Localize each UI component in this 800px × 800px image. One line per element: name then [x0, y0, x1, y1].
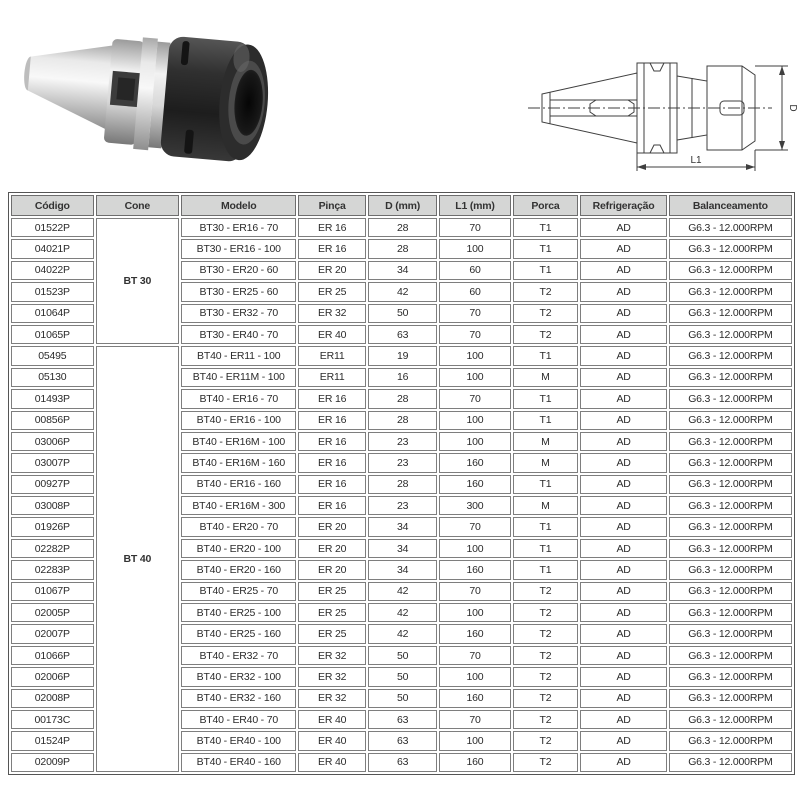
cell-modelo: BT40 - ER16 - 70 — [181, 389, 297, 408]
cell-l1: 70 — [439, 582, 510, 601]
cell-porca: T2 — [513, 304, 579, 323]
cell-porca: T2 — [513, 582, 579, 601]
cell-d: 28 — [368, 411, 438, 430]
column-header-modelo: Modelo — [181, 195, 297, 216]
cell-balanceamento: G6.3 - 12.000RPM — [669, 689, 792, 708]
cone-group-label: BT 40 — [96, 346, 179, 772]
cell-pinca: ER 16 — [298, 475, 365, 494]
cell-l1: 160 — [439, 624, 510, 643]
cell-codigo: 01493P — [11, 389, 94, 408]
cell-porca: T1 — [513, 560, 579, 579]
cell-refrigeracao: AD — [580, 496, 666, 515]
cell-d: 42 — [368, 624, 438, 643]
cell-refrigeracao: AD — [580, 624, 666, 643]
cell-balanceamento: G6.3 - 12.000RPM — [669, 646, 792, 665]
cell-d: 34 — [368, 560, 438, 579]
cell-porca: T1 — [513, 389, 579, 408]
cell-modelo: BT40 - ER40 - 100 — [181, 731, 297, 750]
cell-porca: T1 — [513, 346, 579, 365]
cell-codigo: 00856P — [11, 411, 94, 430]
cell-d: 28 — [368, 239, 438, 258]
cell-porca: T2 — [513, 603, 579, 622]
table-row — [11, 218, 792, 237]
cell-balanceamento: G6.3 - 12.000RPM — [669, 368, 792, 387]
cell-l1: 70 — [439, 325, 510, 344]
cell-d: 28 — [368, 218, 438, 237]
cell-codigo: 04022P — [11, 261, 94, 280]
cell-porca: T2 — [513, 731, 579, 750]
cell-balanceamento: G6.3 - 12.000RPM — [669, 582, 792, 601]
cell-porca: M — [513, 453, 579, 472]
cell-l1: 100 — [439, 539, 510, 558]
cell-porca: T2 — [513, 710, 579, 729]
cell-modelo: BT40 - ER20 - 70 — [181, 517, 297, 536]
cell-d: 50 — [368, 646, 438, 665]
cell-l1: 70 — [439, 304, 510, 323]
cell-refrigeracao: AD — [580, 304, 666, 323]
table-row — [11, 346, 792, 365]
cell-balanceamento: G6.3 - 12.000RPM — [669, 346, 792, 365]
cell-pinca: ER 25 — [298, 603, 365, 622]
cell-l1: 160 — [439, 753, 510, 772]
cell-d: 42 — [368, 282, 438, 301]
cell-refrigeracao: AD — [580, 325, 666, 344]
column-header-balanceamento: Balanceamento — [669, 195, 792, 216]
cell-pinca: ER 20 — [298, 517, 365, 536]
cell-modelo: BT40 - ER11 - 100 — [181, 346, 297, 365]
cell-modelo: BT30 - ER16 - 70 — [181, 218, 297, 237]
cell-l1: 300 — [439, 496, 510, 515]
cell-refrigeracao: AD — [580, 646, 666, 665]
cell-l1: 70 — [439, 710, 510, 729]
cell-refrigeracao: AD — [580, 539, 666, 558]
cell-codigo: 02009P — [11, 753, 94, 772]
cell-refrigeracao: AD — [580, 710, 666, 729]
cell-d: 28 — [368, 475, 438, 494]
cell-refrigeracao: AD — [580, 432, 666, 451]
cell-porca: T2 — [513, 753, 579, 772]
cell-modelo: BT40 - ER16 - 160 — [181, 475, 297, 494]
cell-refrigeracao: AD — [580, 389, 666, 408]
cell-pinca: ER 25 — [298, 624, 365, 643]
cell-pinca: ER 16 — [298, 453, 365, 472]
dimension-l1-label: L1 — [690, 155, 702, 166]
cell-porca: T1 — [513, 475, 579, 494]
table-header-row — [11, 195, 792, 216]
cell-refrigeracao: AD — [580, 282, 666, 301]
product-photo — [8, 4, 290, 186]
cell-codigo: 05495 — [11, 346, 94, 365]
cell-modelo: BT30 - ER40 - 70 — [181, 325, 297, 344]
cell-l1: 100 — [439, 667, 510, 686]
cell-codigo: 00173C — [11, 710, 94, 729]
cell-codigo: 03007P — [11, 453, 94, 472]
cell-modelo: BT40 - ER40 - 160 — [181, 753, 297, 772]
cell-d: 50 — [368, 304, 438, 323]
cell-codigo: 04021P — [11, 239, 94, 258]
cell-codigo: 02005P — [11, 603, 94, 622]
cell-porca: T2 — [513, 646, 579, 665]
cell-pinca: ER 16 — [298, 239, 365, 258]
cell-porca: T2 — [513, 667, 579, 686]
cell-balanceamento: G6.3 - 12.000RPM — [669, 624, 792, 643]
cell-modelo: BT40 - ER25 - 160 — [181, 624, 297, 643]
cell-modelo: BT40 - ER25 - 100 — [181, 603, 297, 622]
cell-pinca: ER 16 — [298, 496, 365, 515]
cell-codigo: 05130 — [11, 368, 94, 387]
cell-modelo: BT40 - ER20 - 100 — [181, 539, 297, 558]
cell-refrigeracao: AD — [580, 603, 666, 622]
cell-d: 23 — [368, 432, 438, 451]
cell-balanceamento: G6.3 - 12.000RPM — [669, 261, 792, 280]
cell-pinca: ER 32 — [298, 689, 365, 708]
cell-l1: 70 — [439, 389, 510, 408]
cell-balanceamento: G6.3 - 12.000RPM — [669, 239, 792, 258]
cell-porca: T2 — [513, 689, 579, 708]
cell-refrigeracao: AD — [580, 368, 666, 387]
cell-d: 63 — [368, 731, 438, 750]
cell-codigo: 01523P — [11, 282, 94, 301]
cell-d: 63 — [368, 325, 438, 344]
cell-refrigeracao: AD — [580, 411, 666, 430]
cell-codigo: 01522P — [11, 218, 94, 237]
cell-modelo: BT30 - ER32 - 70 — [181, 304, 297, 323]
cell-balanceamento: G6.3 - 12.000RPM — [669, 325, 792, 344]
cell-codigo: 03008P — [11, 496, 94, 515]
cell-balanceamento: G6.3 - 12.000RPM — [669, 753, 792, 772]
cell-refrigeracao: AD — [580, 218, 666, 237]
cell-d: 63 — [368, 710, 438, 729]
cell-modelo: BT40 - ER11M - 100 — [181, 368, 297, 387]
cell-codigo: 01067P — [11, 582, 94, 601]
cell-pinca: ER 20 — [298, 539, 365, 558]
cell-pinca: ER11 — [298, 346, 365, 365]
cell-l1: 160 — [439, 560, 510, 579]
cell-balanceamento: G6.3 - 12.000RPM — [669, 432, 792, 451]
cell-modelo: BT40 - ER32 - 70 — [181, 646, 297, 665]
cell-pinca: ER 32 — [298, 667, 365, 686]
column-header-cone: Cone — [96, 195, 179, 216]
cell-pinca: ER 40 — [298, 731, 365, 750]
cell-modelo: BT40 - ER32 - 100 — [181, 667, 297, 686]
cell-codigo: 01064P — [11, 304, 94, 323]
specs-table — [8, 192, 795, 775]
cell-l1: 70 — [439, 517, 510, 536]
cell-balanceamento: G6.3 - 12.000RPM — [669, 539, 792, 558]
cell-pinca: ER 32 — [298, 304, 365, 323]
cell-modelo: BT40 - ER32 - 160 — [181, 689, 297, 708]
cell-balanceamento: G6.3 - 12.000RPM — [669, 389, 792, 408]
cell-pinca: ER 32 — [298, 646, 365, 665]
cell-pinca: ER 20 — [298, 261, 365, 280]
cell-refrigeracao: AD — [580, 560, 666, 579]
cell-l1: 100 — [439, 346, 510, 365]
cell-codigo: 02006P — [11, 667, 94, 686]
dimension-drawing-graphic — [492, 28, 800, 192]
cell-porca: M — [513, 368, 579, 387]
cell-porca: T1 — [513, 539, 579, 558]
cell-balanceamento: G6.3 - 12.000RPM — [669, 667, 792, 686]
column-header-d-mm: D (mm) — [368, 195, 438, 216]
cell-refrigeracao: AD — [580, 689, 666, 708]
cell-refrigeracao: AD — [580, 475, 666, 494]
cell-d: 19 — [368, 346, 438, 365]
column-header-refrigeracao: Refrigeração — [580, 195, 666, 216]
cell-balanceamento: G6.3 - 12.000RPM — [669, 496, 792, 515]
cell-porca: T1 — [513, 239, 579, 258]
cell-codigo: 02282P — [11, 539, 94, 558]
cell-balanceamento: G6.3 - 12.000RPM — [669, 411, 792, 430]
cell-modelo: BT40 - ER16M - 100 — [181, 432, 297, 451]
cell-d: 42 — [368, 603, 438, 622]
cell-d: 34 — [368, 517, 438, 536]
cell-balanceamento: G6.3 - 12.000RPM — [669, 560, 792, 579]
cell-modelo: BT40 - ER25 - 70 — [181, 582, 297, 601]
cell-d: 42 — [368, 582, 438, 601]
cell-l1: 100 — [439, 603, 510, 622]
cell-refrigeracao: AD — [580, 517, 666, 536]
cell-modelo: BT40 - ER16M - 160 — [181, 453, 297, 472]
cell-refrigeracao: AD — [580, 346, 666, 365]
cell-codigo: 02283P — [11, 560, 94, 579]
cell-balanceamento: G6.3 - 12.000RPM — [669, 304, 792, 323]
cell-pinca: ER 16 — [298, 389, 365, 408]
cell-codigo: 01524P — [11, 731, 94, 750]
cell-d: 50 — [368, 689, 438, 708]
cell-d: 28 — [368, 389, 438, 408]
cell-modelo: BT30 - ER16 - 100 — [181, 239, 297, 258]
cell-pinca: ER 25 — [298, 582, 365, 601]
cell-l1: 100 — [439, 731, 510, 750]
cell-modelo: BT40 - ER20 - 160 — [181, 560, 297, 579]
cell-codigo: 01066P — [11, 646, 94, 665]
cell-refrigeracao: AD — [580, 582, 666, 601]
cell-balanceamento: G6.3 - 12.000RPM — [669, 282, 792, 301]
cell-pinca: ER 40 — [298, 710, 365, 729]
cell-d: 23 — [368, 453, 438, 472]
cell-balanceamento: G6.3 - 12.000RPM — [669, 475, 792, 494]
column-header-l1-mm: L1 (mm) — [439, 195, 510, 216]
cell-refrigeracao: AD — [580, 261, 666, 280]
cell-modelo: BT40 - ER16M - 300 — [181, 496, 297, 515]
column-header-codigo: Código — [11, 195, 94, 216]
cell-codigo: 01926P — [11, 517, 94, 536]
cell-d: 23 — [368, 496, 438, 515]
cell-pinca: ER 16 — [298, 411, 365, 430]
column-header-porca: Porca — [513, 195, 579, 216]
dimension-d-label: D — [787, 104, 798, 112]
cell-d: 34 — [368, 539, 438, 558]
cell-pinca: ER 16 — [298, 432, 365, 451]
cell-l1: 100 — [439, 368, 510, 387]
cell-modelo: BT30 - ER25 - 60 — [181, 282, 297, 301]
cell-d: 34 — [368, 261, 438, 280]
cell-codigo: 00927P — [11, 475, 94, 494]
cell-porca: M — [513, 496, 579, 515]
cell-pinca: ER 25 — [298, 282, 365, 301]
cell-refrigeracao: AD — [580, 453, 666, 472]
cell-porca: T2 — [513, 624, 579, 643]
cell-porca: T2 — [513, 282, 579, 301]
cone-group-label: BT 30 — [96, 218, 179, 344]
cell-porca: T1 — [513, 411, 579, 430]
cell-balanceamento: G6.3 - 12.000RPM — [669, 218, 792, 237]
cell-balanceamento: G6.3 - 12.000RPM — [669, 603, 792, 622]
cell-d: 63 — [368, 753, 438, 772]
cell-pinca: ER11 — [298, 368, 365, 387]
cell-d: 16 — [368, 368, 438, 387]
top-section — [0, 0, 800, 192]
cell-l1: 160 — [439, 475, 510, 494]
cell-l1: 160 — [439, 689, 510, 708]
cell-refrigeracao: AD — [580, 239, 666, 258]
cell-d: 50 — [368, 667, 438, 686]
cell-l1: 160 — [439, 453, 510, 472]
cell-balanceamento: G6.3 - 12.000RPM — [669, 453, 792, 472]
cell-l1: 60 — [439, 282, 510, 301]
cell-balanceamento: G6.3 - 12.000RPM — [669, 710, 792, 729]
cell-pinca: ER 40 — [298, 753, 365, 772]
cell-l1: 70 — [439, 646, 510, 665]
cell-l1: 60 — [439, 261, 510, 280]
cell-porca: T1 — [513, 261, 579, 280]
cell-l1: 100 — [439, 239, 510, 258]
column-header-pinca: Pinça — [298, 195, 365, 216]
cell-refrigeracao: AD — [580, 731, 666, 750]
cell-pinca: ER 20 — [298, 560, 365, 579]
cell-porca: M — [513, 432, 579, 451]
cell-codigo: 02008P — [11, 689, 94, 708]
cell-porca: T2 — [513, 325, 579, 344]
cell-l1: 70 — [439, 218, 510, 237]
cell-codigo: 03006P — [11, 432, 94, 451]
cell-balanceamento: G6.3 - 12.000RPM — [669, 731, 792, 750]
cell-codigo: 01065P — [11, 325, 94, 344]
cell-modelo: BT40 - ER16 - 100 — [181, 411, 297, 430]
cell-l1: 100 — [439, 411, 510, 430]
cell-refrigeracao: AD — [580, 667, 666, 686]
cell-porca: T1 — [513, 218, 579, 237]
cell-porca: T1 — [513, 517, 579, 536]
cell-pinca: ER 40 — [298, 325, 365, 344]
technical-drawing — [492, 28, 800, 192]
cell-balanceamento: G6.3 - 12.000RPM — [669, 517, 792, 536]
cell-refrigeracao: AD — [580, 753, 666, 772]
cell-l1: 100 — [439, 432, 510, 451]
cell-modelo: BT30 - ER20 - 60 — [181, 261, 297, 280]
cell-codigo: 02007P — [11, 624, 94, 643]
collet-chuck-photo-graphic — [8, 4, 290, 186]
cell-pinca: ER 16 — [298, 218, 365, 237]
cell-modelo: BT40 - ER40 - 70 — [181, 710, 297, 729]
